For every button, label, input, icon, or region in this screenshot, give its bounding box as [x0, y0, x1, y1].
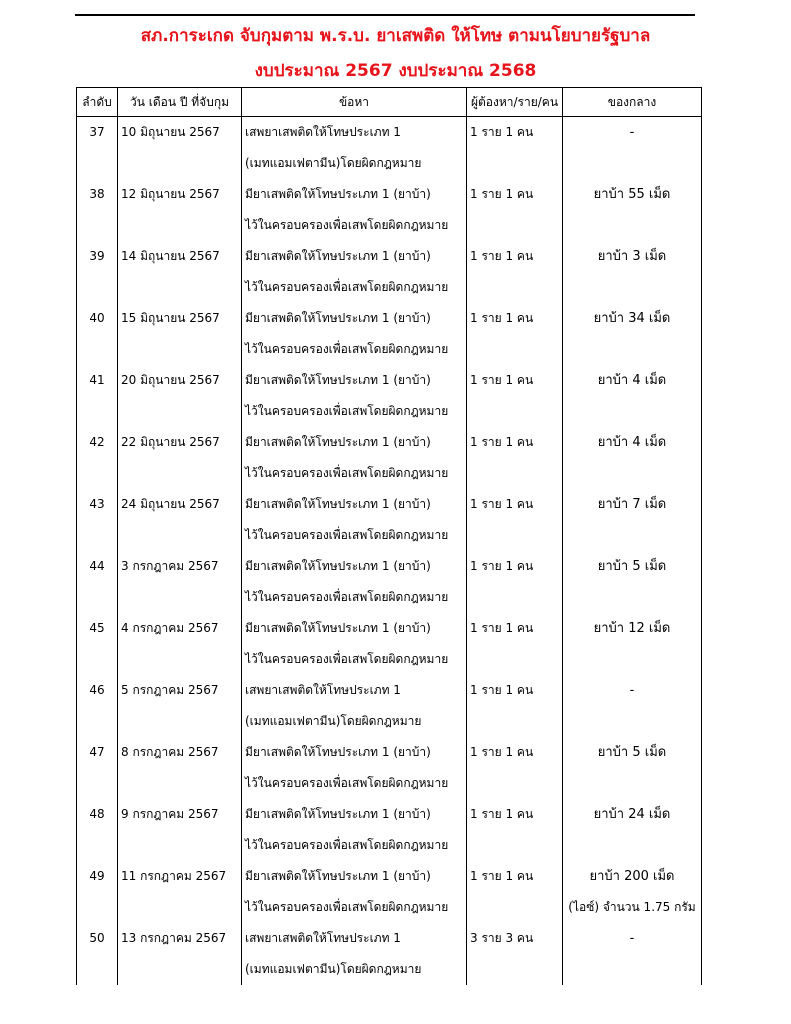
evidence-line-2	[563, 830, 701, 861]
arrest-date: 20 มิถุนายน 2567	[118, 365, 242, 427]
arrest-date: 11 กรกฎาคม 2567	[118, 861, 242, 923]
table-row	[77, 923, 702, 985]
arrest-date: 9 กรกฎาคม 2567	[118, 799, 242, 861]
evidence-line-1: ยาบ้า 4 เม็ด	[597, 373, 667, 388]
page-subtitle: งบประมาณ 2567 งบประมาณ 2568	[254, 61, 537, 81]
evidence-cell	[563, 799, 702, 861]
charge-line-2: ไว้ในครอบครองเพื่อเสพโดยผิดกฎหมาย	[245, 838, 449, 852]
charge-line-2: (เมทแอมเฟตามีน)โดยผิดกฎหมาย	[245, 156, 422, 170]
evidence-cell	[563, 675, 702, 737]
table-row	[77, 799, 702, 861]
top-rule	[75, 14, 695, 16]
table-row	[77, 117, 702, 180]
arrest-date: 22 มิถุนายน 2567	[118, 427, 242, 489]
row-number: 50	[77, 923, 118, 985]
arrest-date: 10 มิถุนายน 2567	[118, 117, 242, 180]
arrest-date: 4 กรกฎาคม 2567	[118, 613, 242, 675]
evidence-cell	[563, 861, 702, 923]
charge-cell	[242, 737, 467, 799]
evidence-cell	[563, 551, 702, 613]
arrest-date: 24 มิถุนายน 2567	[118, 489, 242, 551]
accused-count: 1 ราย 1 คน	[467, 675, 563, 737]
row-number: 39	[77, 241, 118, 303]
evidence-line-2	[563, 706, 701, 737]
charge-cell	[242, 365, 467, 427]
accused-count: 1 ราย 1 คน	[467, 551, 563, 613]
charge-line-2: ไว้ในครอบครองเพื่อเสพโดยผิดกฎหมาย	[245, 218, 449, 232]
evidence-line-1: ยาบ้า 5 เม็ด	[597, 745, 667, 760]
charge-line-2: (เมทแอมเฟตามีน)โดยผิดกฎหมาย	[245, 962, 422, 976]
accused-count: 1 ราย 1 คน	[467, 489, 563, 551]
evidence-cell	[563, 303, 702, 365]
evidence-line-1: -	[629, 683, 635, 698]
evidence-line-2	[563, 768, 701, 799]
charge-line-2: (เมทแอมเฟตามีน)โดยผิดกฎหมาย	[245, 714, 422, 728]
accused-count: 1 ราย 1 คน	[467, 303, 563, 365]
evidence-cell	[563, 489, 702, 551]
charge-cell	[242, 799, 467, 861]
accused-count: 1 ราย 1 คน	[467, 613, 563, 675]
charge-line-1: มียาเสพติดให้โทษประเภท 1 (ยาบ้า)	[245, 745, 431, 759]
accused-count: 1 ราย 1 คน	[467, 799, 563, 861]
col-header-evidence: ของกลาง	[563, 88, 702, 117]
evidence-line-1: ยาบ้า 24 เม็ด	[593, 807, 671, 822]
charge-line-2: ไว้ในครอบครองเพื่อเสพโดยผิดกฎหมาย	[245, 900, 449, 914]
arrest-date: 14 มิถุนายน 2567	[118, 241, 242, 303]
charge-line-2: ไว้ในครอบครองเพื่อเสพโดยผิดกฎหมาย	[245, 342, 449, 356]
accused-count: 3 ราย 3 คน	[467, 923, 563, 985]
charge-line-1: มียาเสพติดให้โทษประเภท 1 (ยาบ้า)	[245, 621, 431, 635]
evidence-cell	[563, 923, 702, 985]
col-header-date: วัน เดือน ปี ที่จับกุม	[118, 88, 242, 117]
table-row	[77, 551, 702, 613]
charge-line-1: มียาเสพติดให้โทษประเภท 1 (ยาบ้า)	[245, 311, 431, 325]
table-row	[77, 861, 702, 923]
charge-line-1: มียาเสพติดให้โทษประเภท 1 (ยาบ้า)	[245, 187, 431, 201]
charge-line-1: มียาเสพติดให้โทษประเภท 1 (ยาบ้า)	[245, 373, 431, 387]
row-number: 37	[77, 117, 118, 180]
row-number: 48	[77, 799, 118, 861]
row-number: 43	[77, 489, 118, 551]
row-number: 46	[77, 675, 118, 737]
row-number: 42	[77, 427, 118, 489]
evidence-line-1: ยาบ้า 5 เม็ด	[597, 559, 667, 574]
col-header-accused: ผู้ต้องหา/ราย/คน	[467, 88, 563, 117]
evidence-line-2	[563, 520, 701, 551]
evidence-line-2	[563, 272, 701, 303]
arrest-table	[76, 87, 702, 985]
evidence-cell	[563, 613, 702, 675]
accused-count: 1 ราย 1 คน	[467, 427, 563, 489]
table-row	[77, 427, 702, 489]
evidence-cell	[563, 179, 702, 241]
charge-cell	[242, 241, 467, 303]
row-number: 49	[77, 861, 118, 923]
charge-line-1: มียาเสพติดให้โทษประเภท 1 (ยาบ้า)	[245, 249, 431, 263]
table-row	[77, 737, 702, 799]
charge-cell	[242, 861, 467, 923]
evidence-line-1: ยาบ้า 55 เม็ด	[593, 187, 671, 202]
table-row	[77, 303, 702, 365]
charge-line-1: มียาเสพติดให้โทษประเภท 1 (ยาบ้า)	[245, 869, 431, 883]
charge-line-1: เสพยาเสพติดให้โทษประเภท 1	[245, 125, 401, 139]
arrest-date: 13 กรกฎาคม 2567	[118, 923, 242, 985]
charge-line-1: เสพยาเสพติดให้โทษประเภท 1	[245, 931, 401, 945]
evidence-line-2	[563, 210, 701, 241]
charge-line-1: มียาเสพติดให้โทษประเภท 1 (ยาบ้า)	[245, 559, 431, 573]
evidence-cell	[563, 365, 702, 427]
charge-line-1: มียาเสพติดให้โทษประเภท 1 (ยาบ้า)	[245, 435, 431, 449]
charge-cell	[242, 551, 467, 613]
charge-line-2: ไว้ในครอบครองเพื่อเสพโดยผิดกฎหมาย	[245, 528, 449, 542]
charge-cell	[242, 179, 467, 241]
arrest-date: 8 กรกฎาคม 2567	[118, 737, 242, 799]
charge-line-2: ไว้ในครอบครองเพื่อเสพโดยผิดกฎหมาย	[245, 590, 449, 604]
arrest-date: 15 มิถุนายน 2567	[118, 303, 242, 365]
accused-count: 1 ราย 1 คน	[467, 117, 563, 180]
evidence-line-1: ยาบ้า 3 เม็ด	[597, 249, 667, 264]
evidence-line-1: ยาบ้า 34 เม็ด	[593, 311, 671, 326]
row-number: 41	[77, 365, 118, 427]
evidence-line-2	[563, 458, 701, 489]
arrest-date: 3 กรกฎาคม 2567	[118, 551, 242, 613]
charge-line-1: มียาเสพติดให้โทษประเภท 1 (ยาบ้า)	[245, 497, 431, 511]
evidence-line-2	[563, 954, 701, 985]
row-number: 38	[77, 179, 118, 241]
page-title: สภ.การะเกด จับกุมตาม พ.ร.บ. ยาเสพติด ให้โทษ ตามนโยบายรัฐบาล	[140, 26, 651, 46]
charge-cell	[242, 923, 467, 985]
accused-count: 1 ราย 1 คน	[467, 737, 563, 799]
evidence-line-1: ยาบ้า 7 เม็ด	[597, 497, 667, 512]
charge-line-1: มียาเสพติดให้โทษประเภท 1 (ยาบ้า)	[245, 807, 431, 821]
col-header-no: ลำดับ	[77, 88, 118, 117]
evidence-line-1: ยาบ้า 12 เม็ด	[593, 621, 671, 636]
table-row	[77, 241, 702, 303]
evidence-line-2: (ไอซ์) จำนวน 1.75 กรัม	[568, 900, 696, 914]
accused-count: 1 ราย 1 คน	[467, 365, 563, 427]
charge-cell	[242, 117, 467, 180]
table-row	[77, 179, 702, 241]
charge-cell	[242, 489, 467, 551]
table-header-row	[77, 88, 702, 117]
table-row	[77, 613, 702, 675]
evidence-cell	[563, 241, 702, 303]
evidence-line-2	[563, 148, 701, 179]
evidence-cell	[563, 737, 702, 799]
evidence-line-2	[563, 334, 701, 365]
charge-cell	[242, 613, 467, 675]
row-number: 45	[77, 613, 118, 675]
charge-cell	[242, 303, 467, 365]
evidence-line-2	[563, 396, 701, 427]
evidence-line-1: -	[629, 125, 635, 140]
table-row	[77, 675, 702, 737]
row-number: 40	[77, 303, 118, 365]
charge-line-2: ไว้ในครอบครองเพื่อเสพโดยผิดกฎหมาย	[245, 776, 449, 790]
evidence-cell	[563, 117, 702, 180]
charge-cell	[242, 427, 467, 489]
table-row	[77, 365, 702, 427]
evidence-line-2	[563, 582, 701, 613]
row-number: 44	[77, 551, 118, 613]
col-header-charge: ข้อหา	[242, 88, 467, 117]
arrest-date: 5 กรกฎาคม 2567	[118, 675, 242, 737]
evidence-line-2	[563, 644, 701, 675]
charge-line-2: ไว้ในครอบครองเพื่อเสพโดยผิดกฎหมาย	[245, 652, 449, 666]
evidence-line-1: -	[629, 931, 635, 946]
evidence-line-1: ยาบ้า 4 เม็ด	[597, 435, 667, 450]
charge-line-2: ไว้ในครอบครองเพื่อเสพโดยผิดกฎหมาย	[245, 466, 449, 480]
arrest-date: 12 มิถุนายน 2567	[118, 179, 242, 241]
charge-line-2: ไว้ในครอบครองเพื่อเสพโดยผิดกฎหมาย	[245, 280, 449, 294]
evidence-line-1: ยาบ้า 200 เม็ด	[589, 869, 675, 884]
row-number: 47	[77, 737, 118, 799]
accused-count: 1 ราย 1 คน	[467, 241, 563, 303]
charge-line-2: ไว้ในครอบครองเพื่อเสพโดยผิดกฎหมาย	[245, 404, 449, 418]
accused-count: 1 ราย 1 คน	[467, 861, 563, 923]
table-row	[77, 489, 702, 551]
evidence-cell	[563, 427, 702, 489]
accused-count: 1 ราย 1 คน	[467, 179, 563, 241]
charge-cell	[242, 675, 467, 737]
charge-line-1: เสพยาเสพติดให้โทษประเภท 1	[245, 683, 401, 697]
